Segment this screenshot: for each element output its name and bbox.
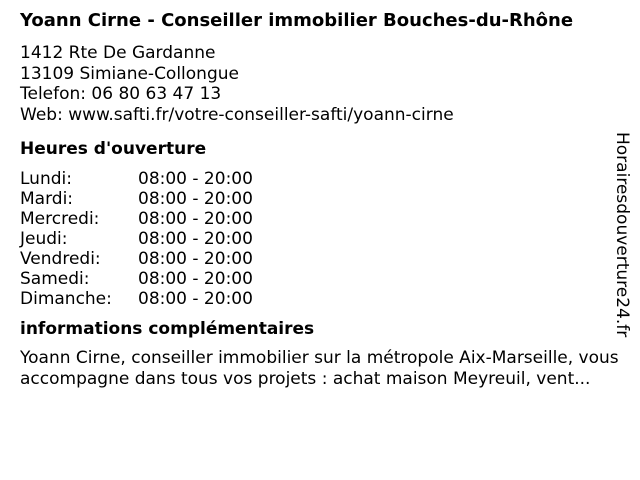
- day-label: Mardi:: [20, 189, 74, 209]
- time-range: 08:00 - 20:00: [138, 209, 253, 229]
- time-range: 08:00 - 20:00: [138, 289, 253, 309]
- contact-block: [20, 43, 610, 125]
- business-title: Yoann Cirne - Conseiller immobilier Bouches-du-Rhône: [20, 10, 574, 31]
- hours-row: [20, 209, 253, 229]
- hours-row: [20, 229, 253, 249]
- hours-heading: Heures d'ouverture: [20, 139, 207, 159]
- time-range: 08:00 - 20:00: [138, 229, 253, 249]
- opening-hours-table: [20, 169, 253, 309]
- hours-row: [20, 249, 253, 269]
- info-heading: informations complémentaires: [20, 319, 315, 339]
- time-range: 08:00 - 20:00: [138, 169, 253, 189]
- day-label: Dimanche:: [20, 289, 112, 309]
- day-label: Jeudi:: [20, 229, 68, 249]
- day-label: Vendredi:: [20, 249, 101, 269]
- day-label: Samedi:: [20, 269, 90, 289]
- address-city: 13109 Simiane-Collongue: [20, 63, 239, 84]
- day-label: Lundi:: [20, 169, 72, 189]
- hours-row: [20, 269, 253, 289]
- site-watermark: Horairesdouverture24.fr: [612, 132, 632, 338]
- hours-row: [20, 289, 253, 309]
- info-description: Yoann Cirne, conseiller immobilier sur la métropole Aix-Marseille, vous accompagne dans tous vos projets : achat maison Meyreuil, vent...: [20, 348, 619, 389]
- business-card: [20, 0, 619, 389]
- website-link: Web: www.safti.fr/votre-conseiller-safti/yoann-cirne: [20, 104, 454, 125]
- hours-row: [20, 189, 253, 209]
- time-range: 08:00 - 20:00: [138, 189, 253, 209]
- day-label: Mercredi:: [20, 209, 100, 229]
- address-street: 1412 Rte De Gardanne: [20, 43, 216, 63]
- time-range: 08:00 - 20:00: [138, 269, 253, 289]
- phone-number: Telefon: 06 80 63 47 13: [20, 84, 222, 104]
- hours-row: [20, 169, 253, 189]
- time-range: 08:00 - 20:00: [138, 249, 253, 269]
